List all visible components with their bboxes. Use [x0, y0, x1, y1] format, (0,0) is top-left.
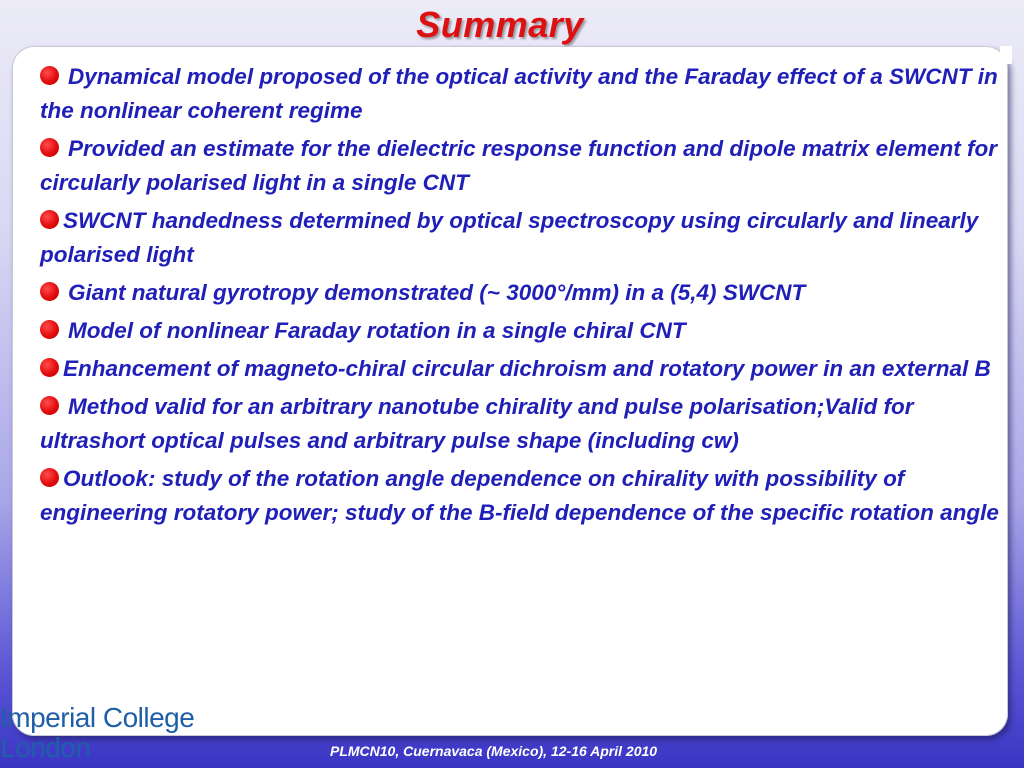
bullet-text: Dynamical model proposed of the optical activity and the Faraday effect of a SWCNT in the nonlinear coherent regime	[40, 64, 998, 123]
red-bullet-icon	[40, 282, 59, 301]
footer-conference-text: PLMCN10, Cuernavaca (Mexico), 12-16 April 2010	[330, 743, 658, 759]
red-bullet-icon	[40, 138, 59, 157]
bullet-text: Outlook: study of the rotation angle dependence on chirality with possibility of engineering rotatory power; study of the B-field dependence of the specific rotation angle	[40, 466, 999, 525]
red-bullet-icon	[40, 66, 59, 85]
bullet-text: Giant natural gyrotropy demonstrated (~ 3000°/mm) in a (5,4) SWCNT	[68, 280, 806, 305]
slide-title: Summary	[416, 4, 584, 45]
bullet-item	[40, 276, 1000, 310]
red-bullet-icon	[40, 320, 59, 339]
logo-line-1: Imperial College	[0, 702, 195, 733]
red-bullet-icon	[40, 358, 59, 377]
red-bullet-icon	[40, 396, 59, 415]
bullet-item	[40, 390, 1000, 458]
bullet-item	[40, 132, 1000, 200]
bullet-item	[40, 204, 1000, 272]
bullet-text: Model of nonlinear Faraday rotation in a single chiral CNT	[68, 318, 686, 343]
bullet-item	[40, 314, 1000, 348]
summary-bullet-list	[40, 60, 1000, 534]
bullet-item	[40, 462, 1000, 530]
panel-corner-fold	[1000, 46, 1012, 64]
bullet-text: Method valid for an arbitrary nanotube chirality and pulse polarisation;Valid for ultrashort optical pulses and arbitrary pulse shape (including cw)	[40, 394, 914, 453]
imperial-college-logo	[0, 703, 194, 763]
logo-line-2: London	[0, 732, 91, 763]
bullet-item	[40, 60, 1000, 128]
bullet-text: Enhancement of magneto-chiral circular dichroism and rotatory power in an external B	[63, 356, 991, 381]
red-bullet-icon	[40, 468, 59, 487]
bullet-text: SWCNT handedness determined by optical spectroscopy using circularly and linearly polarised light	[40, 208, 979, 267]
red-bullet-icon	[40, 210, 59, 229]
bullet-item	[40, 352, 1000, 386]
bullet-text: Provided an estimate for the dielectric response function and dipole matrix element for circularly polarised light in a single CNT	[40, 136, 997, 195]
